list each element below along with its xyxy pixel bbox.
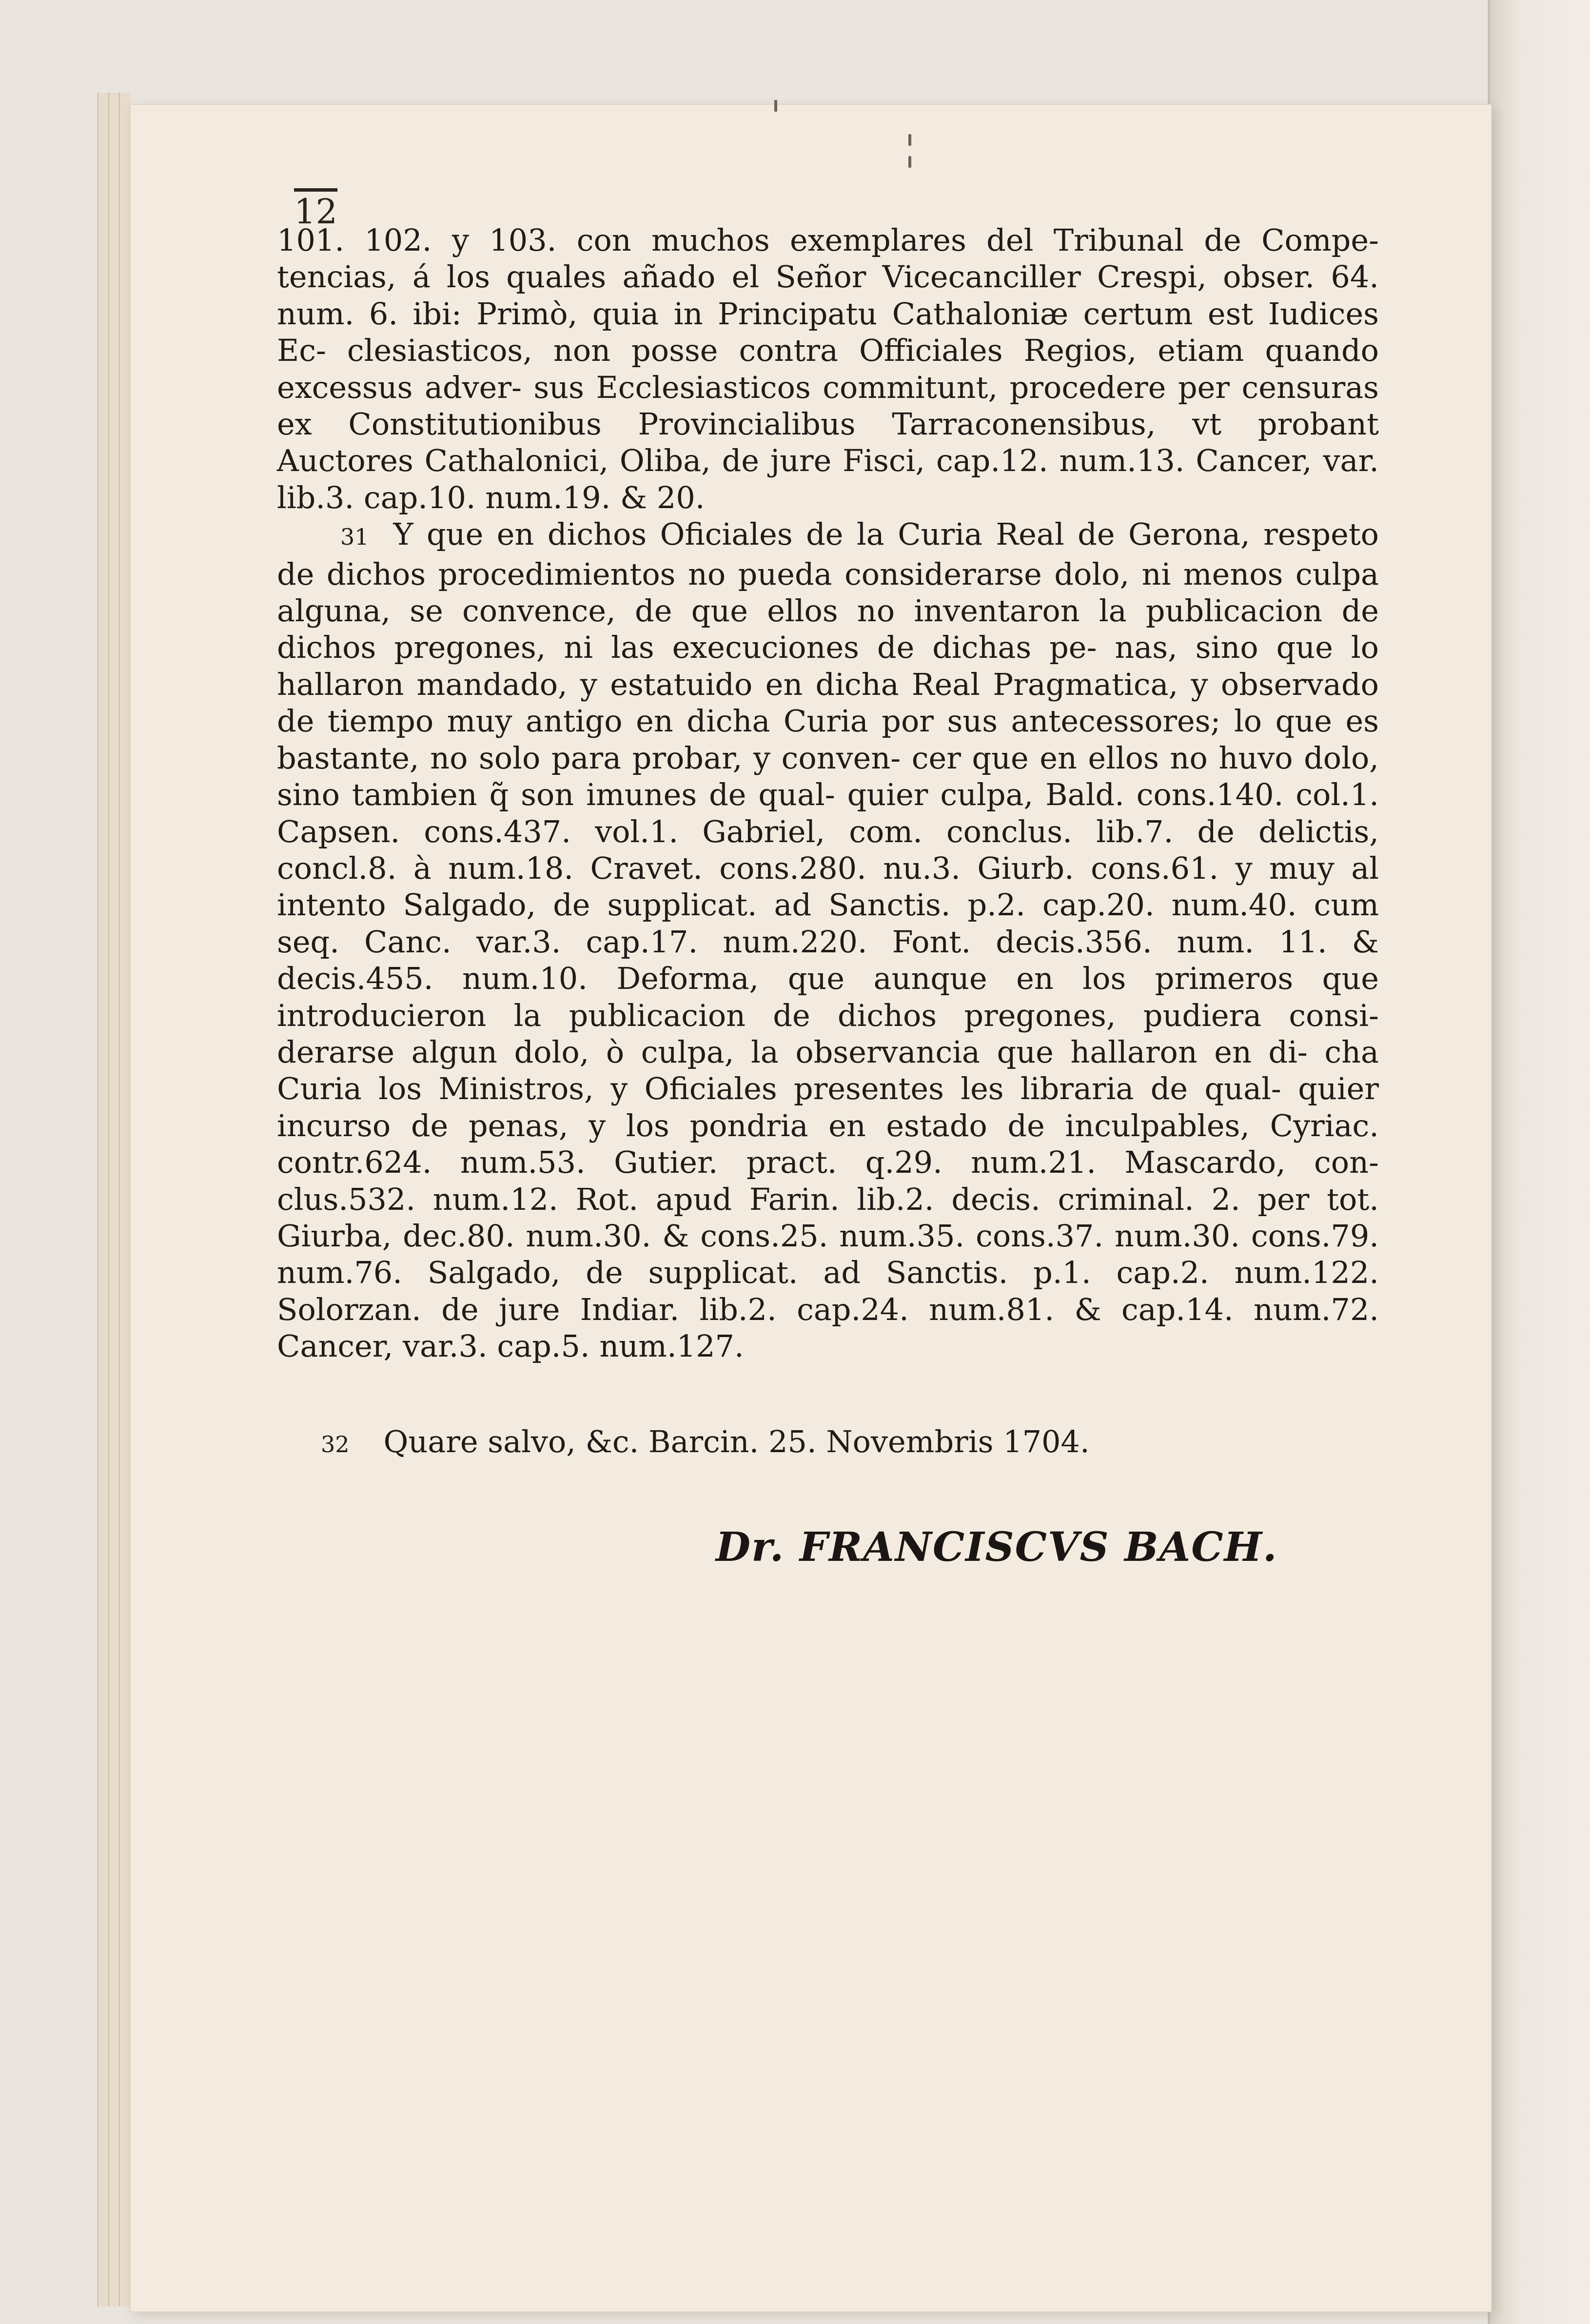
ink-mark (908, 156, 911, 168)
paragraph-number: 31 (340, 524, 369, 551)
signature: Dr. FRANCISCVS BACH. (716, 1524, 1278, 1571)
paragraph-number: 32 (321, 1431, 350, 1457)
document-page (131, 105, 1491, 2311)
ink-mark (908, 134, 911, 146)
page-number: 12 (294, 192, 338, 232)
paragraph-continuation: 101. 102. y 103. con muchos exemplares del Tribunal de Compe- tencias, á los quales añado el Señor Vicecanciller Crespi, obser. 64. num. 6. ibi: Primò, quia in Principatu Cathaloniæ certum est Iudices Ec- clesiasticos, non posse contra Officiales Regios, etiam quando excessus adver- sus Ecclesiasticos commitunt, procedere per censuras ex Constitutionibus Provincialibus Tarraconensibus, vt probant Auctores Cathalonici, Oliba, de jure Fisci, cap.12. num.13. Cancer, var. lib.3. cap.10. num.19. & 20. (277, 222, 1379, 515)
paragraph-31 (277, 516, 1379, 1364)
page-stack-edge (98, 93, 109, 2306)
facing-page-edge (1488, 0, 1590, 2324)
paragraph-text: Y que en dichos Oficiales de la Curia Real de Gerona, respeto de dichos procedimientos no pueda considerarse dolo, ni menos culpa alguna, se convence, de que ellos no inventaron la publicacion de dichos pregones, ni las execuciones de dichas pe- nas, sino que lo hallaron mandado, y estatuido en dicha Real Pragmatica, y observado de tiempo muy antigo en dicha Curia por sus antecessores; lo que es bastante, no solo para probar, y conven- cer que en ellos no huvo dolo, sino tambien q̃ son imunes de qual- quier culpa, Bald. cons.140. col.1. Capsen. cons.437. vol.1. Gabriel, com. conclus. lib.7. de delictis, concl.8. à num.18. Cravet. cons.280. nu.3. Giurb. cons.61. y muy al intento Salgado, de supplicat. ad Sanctis. p.2. cap.20. num.40. cum seq. Canc. var.3. cap.17. num.220. Font. decis.356. num. 11. & decis.455. num.10. Deforma, que aunque en los primeros que introducieron la publicacion de dichos pregones, pudiera consi- derarse algun dolo, ò culpa, la observancia que hallaron en di- cha Curia los Ministros, y Oficiales presentes les libraria de qual- quier incurso de penas, y los pondria en estado de inculpables, Cyriac. contr.624. num.53. Gutier. pract. q.29. num.21. Mascardo, con- clus.532. num.12. Rot. apud Farin. lib.2. decis. criminal. 2. per tot. Giurba, dec.80. num.30. & cons.25. num.35. cons.37. num.30. cons.79. num.76. Salgado, de supplicat. ad Sanctis. p.1. cap.2. num.122. Solorzan. de jure Indiar. lib.2. cap.24. num.81. & cap.14. num.72. Cancer, var.3. cap.5. num.127. (277, 516, 1379, 1364)
ink-mark (774, 100, 777, 112)
closing-text: Quare salvo, &c. Barcin. 25. Novembris 1704. (383, 1424, 1090, 1459)
page-stack-edge (108, 93, 120, 2306)
page-stack-edge (119, 93, 131, 2306)
body-text (277, 222, 1379, 1365)
closing-line (321, 1424, 1090, 1459)
